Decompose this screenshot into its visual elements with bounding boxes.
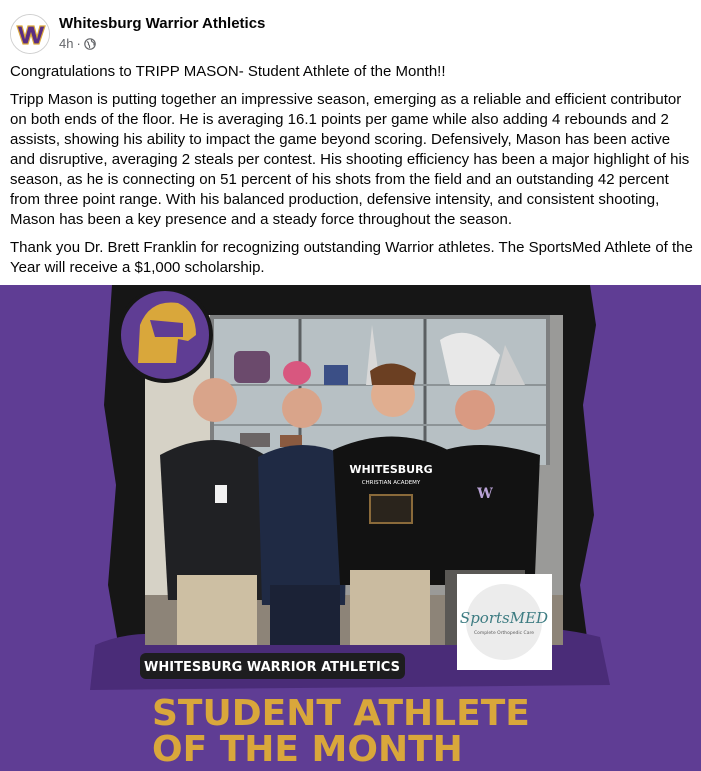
title-line1: STUDENT ATHLETE [152, 693, 530, 734]
title-line2: OF THE MONTH [152, 729, 463, 770]
post-meta [59, 36, 96, 51]
shirt-text-line2: CHRISTIAN ACADEMY [361, 480, 421, 486]
shirt-text-line1: WHITESBURG [349, 463, 433, 476]
post-paragraph-stats: Tripp Mason is putting together an impressive season, emerging as a reliable and efficient contributor on both ends of the floor. He is averaging 16.1 points per game while also adding 4 rebounds and 2 assists, showing his ability to impact the game beyond scoring. Defensively, Mason has been active and disruptive, averaging 2 steals per contest. His shooting efficiency has been a major highlight of his season, as he is connecting on 51 percent of his shots from the field and an outstanding 42 percent from three point range. With his balanced production, defensive intensity, and consistent shooting, Mason has been a key presence and a steady force throughout the season. [10, 91, 690, 228]
sponsor-logo-main: SportsMED [459, 609, 549, 627]
banner-text: WHITESBURG WARRIOR ATHLETICS [144, 660, 400, 675]
post-paragraph-thanks: Thank you Dr. Brett Franklin for recognizing outstanding Warrior athletes. The SportsMed Athlete of the Year will receive a $1,000 scholarship. [10, 239, 693, 276]
cap-logo: W [477, 486, 493, 502]
meta-separator: · [76, 36, 81, 51]
page-avatar[interactable] [10, 14, 50, 54]
globe-icon[interactable] [84, 38, 96, 50]
post-time[interactable]: 4h [59, 36, 74, 51]
post-header [0, 0, 701, 58]
post-photo[interactable] [0, 285, 701, 771]
sponsor-logo-sub: Complete Orthopedic Care [474, 631, 534, 636]
post-paragraph-headline: Congratulations to TRIPP MASON- Student Athlete of the Month!! [10, 63, 446, 80]
post-message [10, 62, 695, 286]
page-name-link[interactable]: Whitesburg Warrior Athletics [59, 15, 266, 32]
athlete-of-month-graphic [0, 285, 701, 771]
warrior-logo-icon [11, 15, 50, 54]
